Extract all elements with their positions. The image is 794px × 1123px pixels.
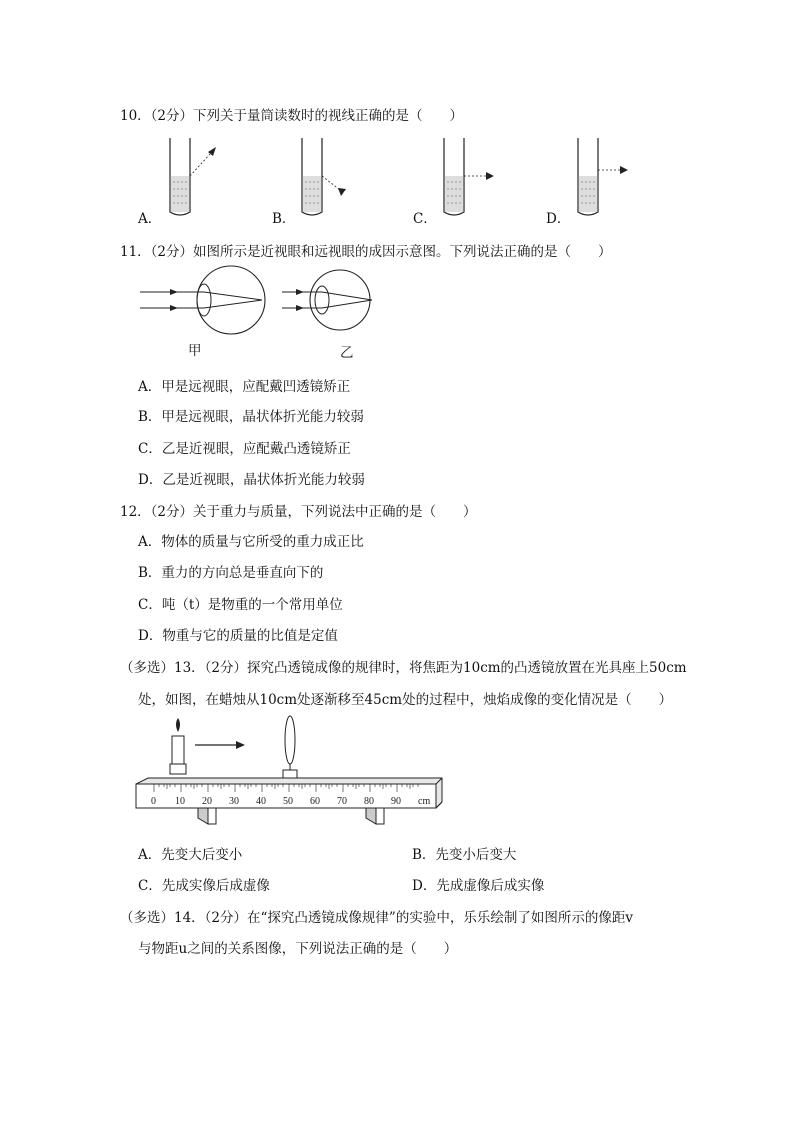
q10-label-a: A． — [138, 211, 162, 227]
eye-diagram-myopia — [140, 266, 265, 334]
q13-option-a: A．先变大后变小 — [138, 847, 243, 863]
q11-fig-label-jia: 甲 — [188, 343, 202, 359]
q14-stem-line1: （多选）14．（2分）在“探究凸透镜成像规律”的实验中，乐乐绘制了如图所示的像距v — [120, 910, 633, 926]
q10-figure — [0, 132, 794, 222]
q13-option-d: D．先成虚像后成实像 — [412, 878, 545, 894]
q10-label-c: C． — [413, 211, 437, 227]
q13-option-c: C．先成实像后成虚像 — [138, 878, 270, 894]
tick-label-30: 30 — [229, 796, 239, 807]
q11-option-b: B．甲是远视眼，晶状体折光能力较弱 — [138, 409, 364, 425]
q11-fig-label-yi: 乙 — [340, 345, 354, 361]
tick-label-60: 60 — [310, 796, 320, 807]
q12-option-d: D．物重与它的质量的比值是定值 — [138, 628, 338, 644]
tick-label-70: 70 — [337, 796, 347, 807]
q12-stem: 12．（2分）关于重力与质量，下列说法中正确的是（ ） — [120, 504, 477, 520]
q11-stem: 11．（2分）如图所示是近视眼和远视眼的成因示意图。下列说法正确的是（ ） — [120, 244, 612, 260]
tick-label-20: 20 — [202, 796, 212, 807]
candle-icon — [170, 718, 186, 774]
convex-lens-icon — [283, 716, 297, 780]
q11-eye-diagrams — [0, 262, 794, 342]
q10-cylinder-c — [444, 138, 494, 215]
eye-diagram-hyperopia — [282, 270, 372, 330]
q13-optical-bench — [0, 712, 794, 832]
q10-label-d: D． — [546, 211, 571, 227]
q10-cylinder-b — [302, 138, 346, 215]
tick-label-0: 0 — [151, 796, 156, 807]
movement-arrow-icon — [195, 741, 245, 749]
q13-stem-line1: （多选）13．（2分）探究凸透镜成像的规律时，将焦距为10cm的凸透镜放置在光具座上50cm — [120, 660, 687, 676]
q10-stem: 10．（2分）下列关于量筒读数时的视线正确的是（ ） — [120, 108, 464, 124]
tick-label-90: 90 — [391, 796, 401, 807]
q12-option-c: C．吨（t）是物重的一个常用单位 — [138, 597, 343, 613]
tick-label-80: 80 — [364, 796, 374, 807]
q10-label-b: B． — [272, 211, 296, 227]
q12-option-b: B．重力的方向总是垂直向下的 — [138, 565, 324, 581]
bench-feet — [198, 808, 384, 824]
tick-label-50: 50 — [283, 796, 293, 807]
q11-option-a: A．甲是远视眼，应配戴凹透镜矫正 — [138, 379, 351, 395]
q11-option-d: D．乙是近视眼，晶状体折光能力较弱 — [138, 472, 365, 488]
q10-cylinder-d — [578, 138, 628, 215]
q12-option-a: A．物体的质量与它所受的重力成正比 — [138, 534, 364, 550]
tick-label-40: 40 — [256, 796, 266, 807]
q13-stem-line2: 处，如图，在蜡烛从10cm处逐渐移至45cm处的过程中，烛焰成像的变化情况是（ ） — [138, 692, 673, 708]
q11-option-c: C．乙是近视眼，应配戴凸透镜矫正 — [138, 441, 351, 457]
q10-cylinder-a — [170, 138, 216, 215]
tick-label-cm: cm — [418, 796, 431, 807]
q13-option-b: B．先变小后变大 — [412, 847, 517, 863]
tick-label-10: 10 — [175, 796, 185, 807]
q14-stem-line2: 与物距u之间的关系图像，下列说法正确的是（ ） — [138, 941, 458, 957]
